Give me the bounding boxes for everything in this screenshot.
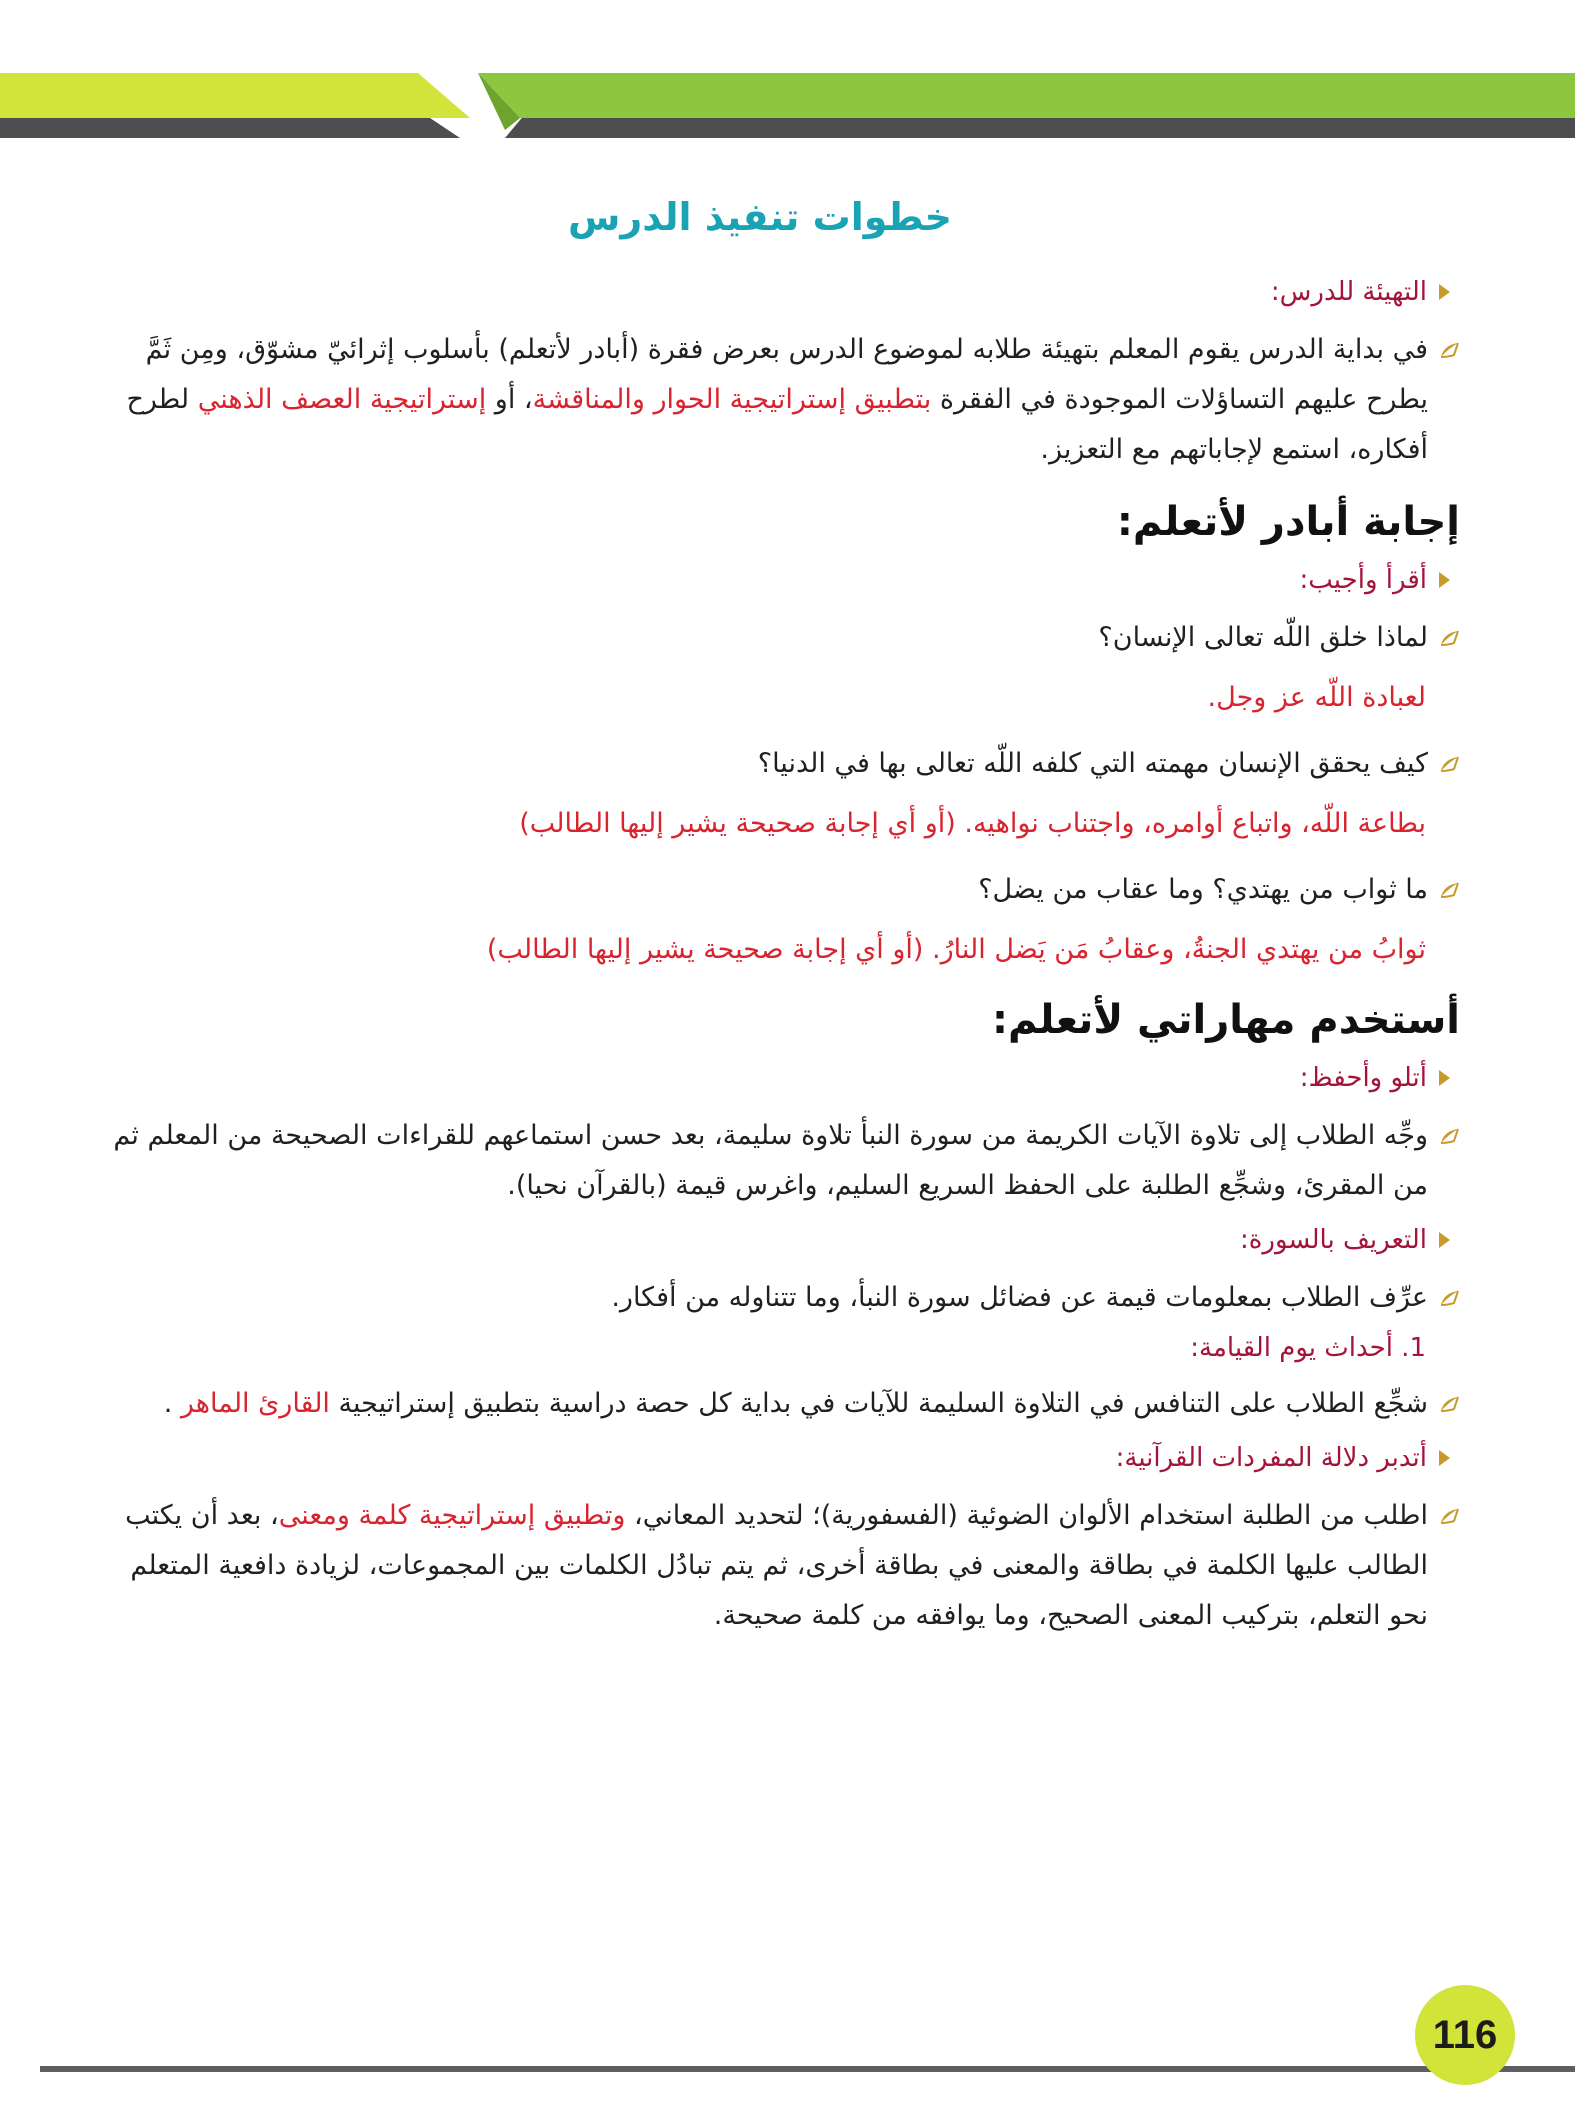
leaf-bullet-icon <box>1438 1125 1460 1147</box>
section-heading-initiative: إجابة أبادر لأتعلم: <box>1116 499 1460 545</box>
triangle-bullet-icon <box>1439 572 1450 588</box>
intro-paragraph <box>100 325 1460 475</box>
leaf-bullet-icon <box>1438 753 1460 775</box>
triangle-bullet-icon <box>1439 1232 1450 1248</box>
surah-intro-heading: التعريف بالسورة: <box>100 1225 1460 1255</box>
banner-left-shadow <box>0 118 460 138</box>
strategy-word-meaning: وتطبيق إستراتيجية كلمة ومعنى <box>278 1500 626 1531</box>
vocab-paragraph: اطلب من الطلبة استخدام الألوان الضوئية (الفسفورية)؛ لتحديد المعاني، وتطبيق إستراتيجية كلمة ومعنى، بعد أن يكتب الطالب عليها الكلمة في بطاقة والمعنى في بطاقة أخرى، ثم يتم تبادُل الكلمات بين المجموعات، لزيادة دافعية المتعلم نحو التعلم، بتركيب المعنى الصحيح، وما يوافقه من كلمة صحيحة. <box>100 1491 1460 1641</box>
vocab-heading: أتدبر دلالة المفردات القرآنية: <box>100 1443 1460 1473</box>
read-answer-heading: أقرأ وأجيب: <box>100 565 1460 595</box>
surah-intro-paragraph: عرِّف الطلاب بمعلومات قيمة عن فضائل سورة النبأ، وما تتناوله من أفكار. <box>100 1273 1460 1323</box>
strategy-skilled-reader: القارئ الماهر <box>180 1388 330 1419</box>
leaf-bullet-icon <box>1438 1505 1460 1527</box>
recite-paragraph: وجِّه الطلاب إلى تلاوة الآيات الكريمة من سورة النبأ تلاوة سليمة، بعد حسن استماعهم للقراءات الصحيحة من المعلم ثم من المقرئ، وشجِّع الطلبة على الحفظ السريع السليم، واغرس قيمة (بالقرآن نحيا). <box>100 1111 1460 1211</box>
recite-heading: أتلو وأحفظ: <box>100 1063 1460 1093</box>
leaf-bullet-icon <box>1438 1287 1460 1309</box>
answer-text: لعبادة اللّه عز وجل. <box>1207 682 1426 713</box>
encourage-paragraph: شجِّع الطلاب على التنافس في التلاوة السليمة للآيات في بداية كل حصة دراسية بتطبيق إستراتيجية القارئ الماهر . <box>100 1379 1460 1429</box>
lesson-content <box>100 195 1460 1651</box>
top-banner <box>0 0 1575 150</box>
question-item: لماذا خلق اللّه تعالى الإنسان؟ <box>100 613 1460 663</box>
banner-right-band <box>478 73 1575 118</box>
intro-heading: التهيئة للدرس: <box>100 277 1460 307</box>
page-number: 116 <box>1415 1985 1515 2085</box>
question-item: ما ثواب من يهتدي؟ وما عقاب من يضل؟ <box>100 865 1460 915</box>
leaf-bullet-icon <box>1438 627 1460 649</box>
leaf-bullet-icon <box>1438 1393 1460 1415</box>
intro-text: في بداية الدرس يقوم المعلم بتهيئة طلابه لموضوع الدرس بعرض فقرة (أبادر لأتعلم) بأسلوب إثرائيّ مشوّق، ومِن ثَمَّ يطرح عليهم التساؤلات الموجودة في الفقرة بتطبيق إستراتيجية الحوار والمناقشة، أو إستراتيجية العصف الذهني لطرح أفكاره، استمع لإجاباتهم مع التعزيز. <box>126 334 1428 465</box>
footer-rule <box>40 2066 1575 2072</box>
leaf-bullet-icon <box>1438 339 1460 361</box>
question-item: كيف يحقق الإنسان مهمته التي كلفه اللّه تعالى بها في الدنيا؟ <box>100 739 1460 789</box>
numbered-item: 1. أحداث يوم القيامة: <box>1190 1333 1426 1363</box>
triangle-bullet-icon <box>1439 1450 1450 1466</box>
lesson-title: خطوات تنفيذ الدرس <box>567 195 953 239</box>
triangle-bullet-icon <box>1439 1070 1450 1086</box>
triangle-bullet-icon <box>1439 284 1450 300</box>
answer-text: بطاعة اللّه، واتباع أوامره، واجتناب نواهيه. (أو أي إجابة صحيحة يشير إليها الطالب) <box>519 808 1426 839</box>
banner-left-band <box>0 73 470 118</box>
section-heading-skills: أستخدم مهاراتي لأتعلم: <box>992 997 1460 1043</box>
strategy-brainstorm: إستراتيجية العصف الذهني <box>197 384 487 415</box>
answer-text: ثوابُ من يهتدي الجنةُ، وعقابُ مَن يَضل النارُ. (أو أي إجابة صحيحة يشير إليها الطالب) <box>486 934 1426 965</box>
leaf-bullet-icon <box>1438 879 1460 901</box>
strategy-dialogue: بتطبيق إستراتيجية الحوار والمناقشة <box>532 384 932 415</box>
